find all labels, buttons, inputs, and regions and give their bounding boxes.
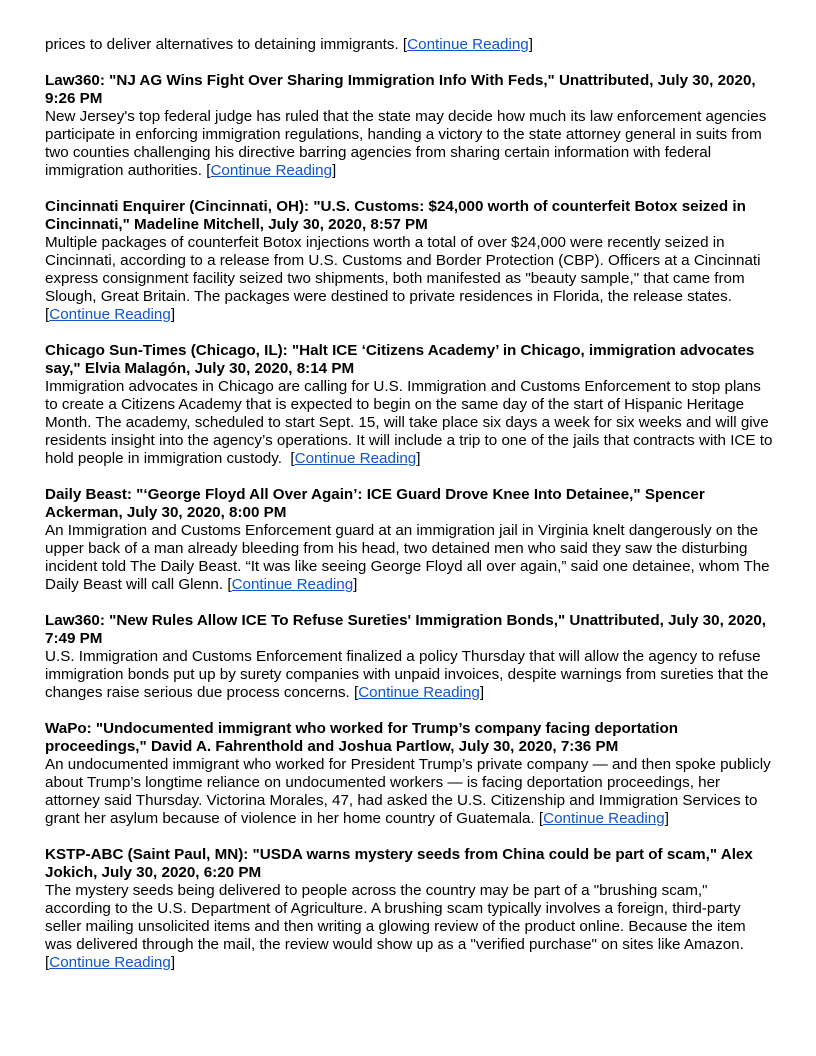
news-summary-text: An undocumented immigrant who worked for President Trump’s private company — and then spoke publicly about Trump’s longtime reliance on undocumented workers — is facing deportation proceedings, her attorney said Thursday. Victorina Morales, 47, had asked the U.S. Citizenship and Immigration Services to grant her asylum because of violence in her home country of Guatemala. xyxy=(45,756,771,827)
lead-continue-reading-link[interactable]: Continue Reading xyxy=(407,36,529,53)
news-headline: Chicago Sun-Times (Chicago, IL): "Halt ICE ‘Citizens Academy’ in Chicago, immigration advocates say," Elvia Malagón, July 30, 2020, 8:14 PM xyxy=(45,342,755,377)
news-summary: The mystery seeds being delivered to people across the country may be part of a "brushing scam," according to the U.S. Department of Agriculture. A brushing scam typically involves a foreign, third-party seller mailing unsolicited items and then writing a glowing review of the product online. Because the item was delivered through the mail, the review would show up as a "verified purchase" on sites like Amazon. [Continue Reading] xyxy=(45,882,746,971)
news-clips-page xyxy=(45,36,775,990)
continue-reading-link[interactable]: Continue Reading xyxy=(49,954,171,971)
news-summary-text: The mystery seeds being delivered to people across the country may be part of a "brushing scam," according to the U.S. Department of Agriculture. A brushing scam typically involves a foreign, third-party seller mailing unsolicited items and then writing a glowing review of the product online. Because the item was delivered through the mail, the review would show up as a "verified purchase" on sites like Amazon. xyxy=(45,882,746,953)
news-item xyxy=(45,846,775,972)
lead-text: prices to deliver alternatives to detaining immigrants. xyxy=(45,36,399,53)
continue-reading-link[interactable]: Continue Reading xyxy=(294,450,417,467)
lead-paragraph: prices to deliver alternatives to detaining immigrants. [Continue Reading] xyxy=(45,36,533,53)
news-headline: WaPo: "Undocumented immigrant who worked for Trump’s company facing deportation proceedings," David A. Fahrenthold and Joshua Partlow, July 30, 2020, 7:36 PM xyxy=(45,720,679,755)
news-item xyxy=(45,72,775,180)
news-headline: Daily Beast: "‘George Floyd All Over Again’: ICE Guard Drove Knee Into Detainee," Spencer Ackerman, July 30, 2020, 8:00 PM xyxy=(45,486,705,521)
continue-reading-link[interactable]: Continue Reading xyxy=(49,306,171,323)
news-summary: U.S. Immigration and Customs Enforcement finalized a policy Thursday that will allow the agency to refuse immigration bonds put up by surety companies with unpaid invoices, despite warnings from sureties that the changes raise serious due process concerns. [Continue Reading] xyxy=(45,648,769,701)
news-item xyxy=(45,720,775,828)
news-headline: Cincinnati Enquirer (Cincinnati, OH): "U.S. Customs: $24,000 worth of counterfeit Botox seized in Cincinnati," Madeline Mitchell, July 30, 2020, 8:57 PM xyxy=(45,198,746,233)
news-summary-text: An Immigration and Customs Enforcement guard at an immigration jail in Virginia knelt dangerously on the upper back of a man already bleeding from his head, two detained men who said they saw the disturbing incident told The Daily Beast. “It was like seeing George Floyd all over again,” said one detainee, whom The Daily Beast will call Glenn. xyxy=(45,522,770,593)
news-summary-text: U.S. Immigration and Customs Enforcement finalized a policy Thursday that will allow the agency to refuse immigration bonds put up by surety companies with unpaid invoices, despite warnings from sureties that the changes raise serious due process concerns. xyxy=(45,648,769,701)
continue-reading-link[interactable]: Continue Reading xyxy=(231,576,354,593)
news-summary-text: Immigration advocates in Chicago are calling for U.S. Immigration and Customs Enforcement to stop plans to create a Citizens Academy that is expected to begin on the same day of the start of Hispanic Heritage Month. The academy, scheduled to start Sept. 15, will take place six days a week for six weeks and will give residents insight into the agency’s operations. It will include a trip to one of the jails that contracts with ICE to hold people in immigration custody. xyxy=(45,378,777,467)
news-summary: An Immigration and Customs Enforcement guard at an immigration jail in Virginia knelt dangerously on the upper back of a man already bleeding from his head, two detained men who said they saw the disturbing incident told The Daily Beast. “It was like seeing George Floyd all over again,” said one detainee, whom The Daily Beast will call Glenn. [Continue Reading] xyxy=(45,522,770,593)
news-item xyxy=(45,612,775,702)
news-summary: Multiple packages of counterfeit Botox injections worth a total of over $24,000 were recently seized in Cincinnati, according to a release from U.S. Customs and Border Protection (CBP). Officers at a Cincinnati express consignment facility seized two shipments, both manifested as "beauty sample," that came from Slough, Great Britain. The packages were destined to private residences in Florida, the release states. [Continue Reading] xyxy=(45,234,761,323)
news-summary-text: Multiple packages of counterfeit Botox injections worth a total of over $24,000 were recently seized in Cincinnati, according to a release from U.S. Customs and Border Protection (CBP). Officers at a Cincinnati express consignment facility seized two shipments, both manifested as "beauty sample," that came from Slough, Great Britain. The packages were destined to private residences in Florida, the release states. xyxy=(45,234,761,305)
news-item xyxy=(45,486,775,594)
continue-reading-link[interactable]: Continue Reading xyxy=(358,684,480,701)
news-headline: KSTP-ABC (Saint Paul, MN): "USDA warns mystery seeds from China could be part of scam," Alex Jokich, July 30, 2020, 6:20 PM xyxy=(45,846,753,881)
news-item xyxy=(45,198,775,324)
news-item xyxy=(45,342,775,468)
news-summary-text: New Jersey's top federal judge has ruled that the state may decide how much its law enforcement agencies participate in enforcing immigration regulations, handing a victory to the state attorney general in suits from two counties challenging his directive barring agencies from sharing certain information with federal immigration authorities. xyxy=(45,108,767,179)
news-summary: New Jersey's top federal judge has ruled that the state may decide how much its law enforcement agencies participate in enforcing immigration regulations, handing a victory to the state attorney general in suits from two counties challenging his directive barring agencies from sharing certain information with federal immigration authorities. [Continue Reading] xyxy=(45,108,767,179)
news-summary: An undocumented immigrant who worked for President Trump’s private company — and then spoke publicly about Trump’s longtime reliance on undocumented workers — is facing deportation proceedings, her attorney said Thursday. Victorina Morales, 47, had asked the U.S. Citizenship and Immigration Services to grant her asylum because of violence in her home country of Guatemala. [Continue Reading] xyxy=(45,756,771,827)
continue-reading-link[interactable]: Continue Reading xyxy=(210,162,333,179)
news-headline: Law360: "NJ AG Wins Fight Over Sharing Immigration Info With Feds," Unattributed, July 30, 2020, 9:26 PM xyxy=(45,72,756,107)
continue-reading-link[interactable]: Continue Reading xyxy=(543,810,665,827)
news-headline: Law360: "New Rules Allow ICE To Refuse Sureties' Immigration Bonds," Unattributed, July 30, 2020, 7:49 PM xyxy=(45,612,767,647)
news-summary: Immigration advocates in Chicago are calling for U.S. Immigration and Customs Enforcement to stop plans to create a Citizens Academy that is expected to begin on the same day of the start of Hispanic Heritage Month. The academy, scheduled to start Sept. 15, will take place six days a week for six weeks and will give residents insight into the agency’s operations. It will include a trip to one of the jails that contracts with ICE to hold people in immigration custody. [Continue Reading] xyxy=(45,378,777,467)
